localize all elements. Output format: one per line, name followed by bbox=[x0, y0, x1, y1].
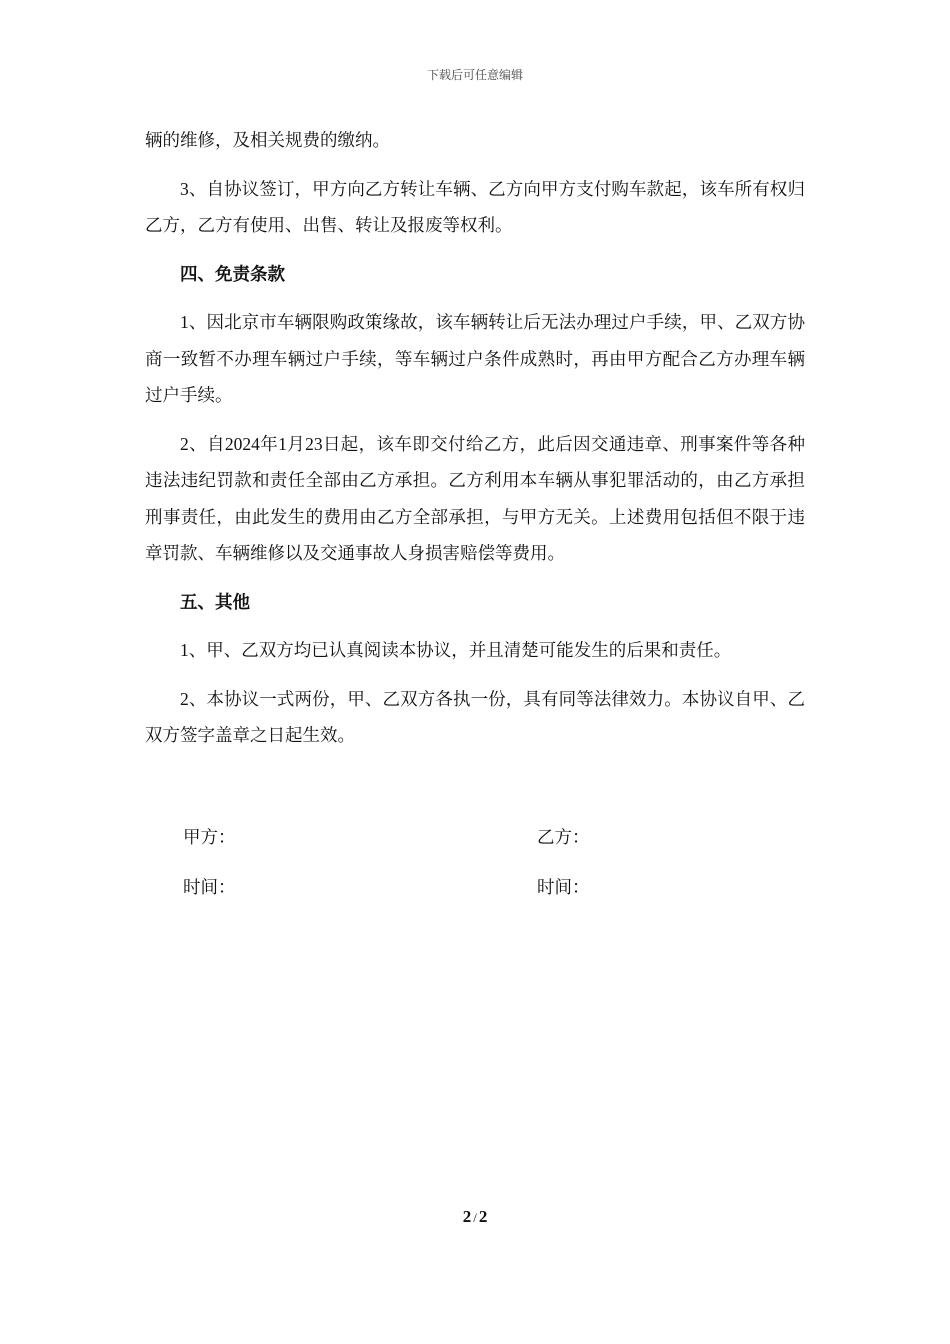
paragraph-other-2: 2、本协议一式两份，甲、乙双方各执一份，具有同等法律效力。本协议自甲、乙双方签字盖章之日起生效。 bbox=[145, 688, 805, 745]
document-body bbox=[145, 122, 805, 766]
time-b-label: 时间： bbox=[537, 877, 590, 897]
section-heading-disclaimer: 四、免责条款 bbox=[180, 263, 285, 284]
page-separator: / bbox=[473, 1210, 477, 1225]
page-header: 下载后可任意编辑 bbox=[426, 68, 523, 82]
time-a-label: 时间： bbox=[183, 877, 236, 897]
paragraph-other-1: 1、甲、乙双方均已认真阅读本协议，并且清楚可能发生的后果和责任。 bbox=[180, 640, 732, 660]
current-page: 2 bbox=[462, 1207, 472, 1226]
paragraph-disclaimer-2: 2、自2024年1月23日起，该车即交付给乙方，此后因交通违章、刑事案件等各种违法违纪罚款和责任全部由乙方承担。乙方利用本车辆从事犯罪活动的，由乙方承担刑事责任，由此发生的费用由乙方全部承担，与甲方无关。上述费用包括但不限于违章罚款、车辆维修以及交通事故人身损害赔偿等费用。 bbox=[145, 433, 805, 563]
paragraph-clause-3: 3、自协议签订，甲方向乙方转让车辆、乙方向甲方支付购车款起，该车所有权归乙方，乙方有使用、出售、转让及报废等权利。 bbox=[145, 178, 805, 235]
party-a-label: 甲方： bbox=[183, 827, 236, 847]
page-number bbox=[0, 1207, 950, 1227]
section-heading-other: 五、其他 bbox=[180, 591, 250, 612]
total-pages: 2 bbox=[478, 1207, 488, 1226]
paragraph-continuation: 辆的维修，及相关规费的缴纳。 bbox=[145, 130, 390, 150]
paragraph-disclaimer-1: 1、因北京市车辆限购政策缘故，该车辆转让后无法办理过户手续，甲、乙双方协商一致暂不办理车辆过户手续，等车辆过户条件成熟时，再由甲方配合乙方办理车辆过户手续。 bbox=[145, 312, 805, 405]
party-b-label: 乙方： bbox=[537, 827, 590, 847]
